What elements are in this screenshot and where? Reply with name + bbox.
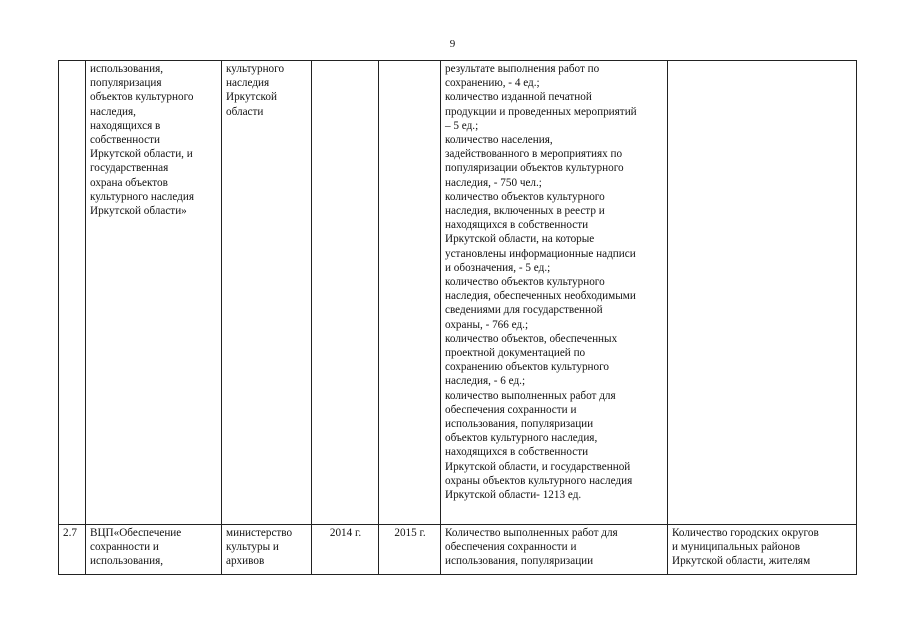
cell-responsible	[222, 525, 312, 575]
cell-expected-results	[441, 61, 668, 525]
page-number: 9	[449, 38, 456, 50]
text-line: Иркутской области»	[90, 205, 187, 218]
cell-indicators	[668, 525, 857, 575]
cell-end-year	[379, 61, 441, 525]
text-line: объектов культурного наследия,	[445, 432, 598, 445]
text-line: Количество выполненных работ для	[445, 527, 618, 539]
text-line: охраны, - 766 ед.;	[445, 318, 529, 331]
cell-program-name	[86, 525, 222, 575]
text-line: результате выполнения работ по	[445, 63, 600, 75]
text-line: Иркутской области, на которые	[445, 233, 595, 246]
table-row-continued	[59, 61, 857, 525]
text-line: Иркутской области, и	[90, 148, 193, 161]
text-line: – 5 ед.;	[445, 119, 479, 132]
cell-expected-results	[441, 525, 668, 575]
text-line: сохранности и	[90, 541, 159, 554]
cell-number: 2.7	[59, 525, 86, 575]
text-line: наследия, обеспеченных необходимыми	[445, 290, 636, 303]
text-line: наследия, включенных в реестр и	[445, 205, 605, 218]
text-line: области	[226, 105, 264, 118]
text-line: популяризации объектов культурного	[445, 162, 624, 175]
text-line: наследия	[226, 77, 270, 90]
text-line: обеспечения сохранности и	[445, 541, 577, 554]
text-line: культуры и	[226, 541, 279, 554]
text-line: и муниципальных районов	[672, 541, 801, 554]
text-line: наследия,	[90, 105, 136, 118]
text-line: культурного	[226, 63, 285, 75]
cell-responsible	[222, 61, 312, 525]
cell-number	[59, 61, 86, 525]
text-line: охрана объектов	[90, 176, 168, 189]
text-line: архивов	[226, 555, 265, 568]
program-table	[58, 60, 857, 575]
text-line: Иркутской	[226, 91, 277, 104]
text-line: использования, популяризации	[445, 418, 594, 431]
text-line: установлены информационные надписи	[445, 247, 636, 260]
text-line: наследия, - 750 чел.;	[445, 176, 542, 189]
text-line: сохранению объектов культурного	[445, 361, 610, 374]
text-line: министерство	[226, 527, 293, 539]
text-line: количество объектов культурного	[445, 276, 605, 289]
text-line: обеспечения сохранности и	[445, 403, 577, 416]
text-line: собственности	[90, 134, 160, 147]
cell-end-year: 2015 г.	[379, 525, 441, 575]
text-line: использования, популяризации	[445, 555, 594, 568]
text-line: задействованного в мероприятиях по	[445, 148, 623, 161]
text-line: использования,	[90, 63, 164, 75]
text-line: количество изданной печатной	[445, 91, 592, 104]
cell-start-year	[312, 61, 379, 525]
cell-program-name	[86, 61, 222, 525]
text-line: популяризация	[90, 77, 162, 90]
text-line: продукции и проведенных мероприятий	[445, 105, 637, 118]
text-line: количество объектов, обеспеченных	[445, 332, 618, 345]
text-line: государственная	[90, 162, 169, 175]
text-line: культурного наследия	[90, 190, 194, 203]
cell-start-year: 2014 г.	[312, 525, 379, 575]
text-line: Количество городских округов	[672, 527, 819, 539]
text-line: находящихся в собственности	[445, 219, 589, 232]
text-line: Иркутской области, и государственной	[445, 460, 631, 473]
text-line: наследия, - 6 ед.;	[445, 375, 526, 388]
text-line: охраны объектов культурного наследия	[445, 474, 633, 487]
text-line: находящихся в	[90, 119, 161, 132]
text-line: сохранению, - 4 ед.;	[445, 77, 540, 90]
text-line: Иркутской области- 1213 ед.	[445, 489, 582, 502]
text-line: сведениями для государственной	[445, 304, 603, 317]
text-line: количество объектов культурного	[445, 190, 605, 203]
text-line: Иркутской области, жителям	[672, 555, 811, 568]
table-row-2-7	[59, 525, 857, 575]
cell-indicators	[668, 61, 857, 525]
text-line: проектной документацией по	[445, 347, 586, 360]
text-line: и обозначения, - 5 ед.;	[445, 261, 551, 274]
text-line: находящихся в собственности	[445, 446, 589, 459]
text-line: использования,	[90, 555, 164, 568]
text-line: ВЦП«Обеспечение	[90, 527, 182, 539]
text-line: объектов культурного	[90, 91, 194, 104]
text-line: количество выполненных работ для	[445, 389, 616, 402]
text-line: количество населения,	[445, 134, 553, 147]
